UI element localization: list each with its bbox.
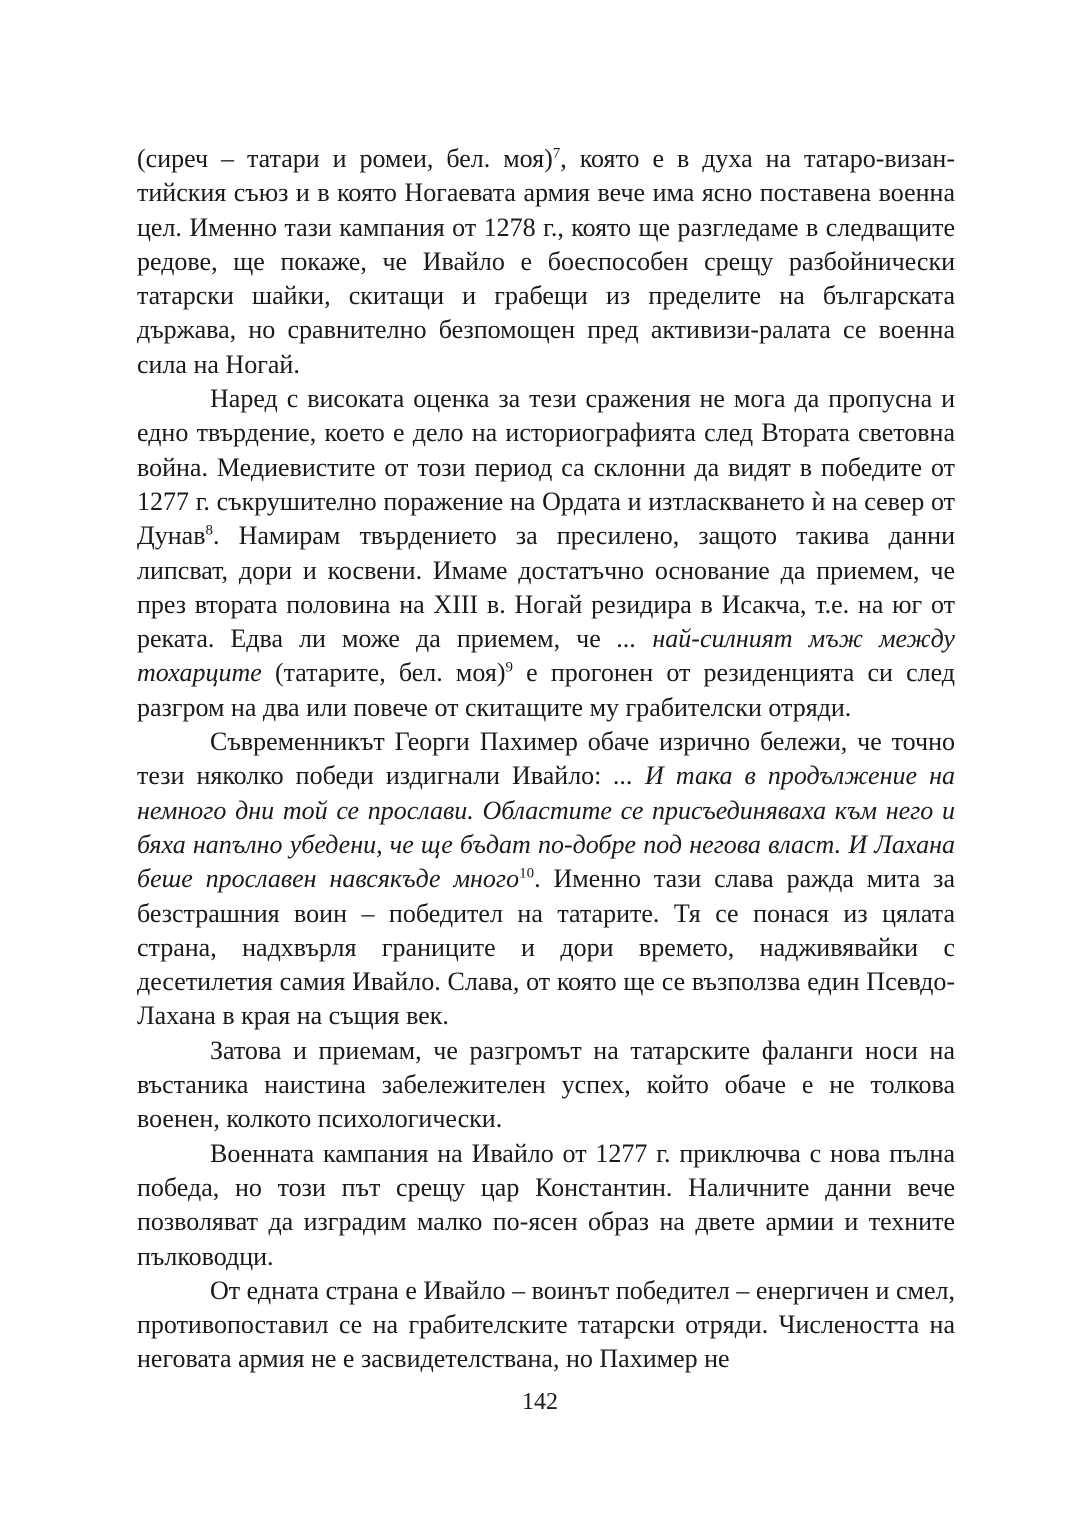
body-text bbox=[137, 142, 955, 1377]
quote-text: ... най-силният мъж между тохарците bbox=[137, 624, 955, 688]
paragraph bbox=[137, 725, 955, 1034]
text-segment: Съвременникът Георги Пахимер обаче изрично бележи, че точно тези няколко победи издигнали Ивайло: bbox=[137, 727, 955, 791]
text-segment: , която е в духа на татаро-визан-тийския съюз и в която Ногаевата армия вече има ясно поставена военна цел. Именно тази кампания от 1278 г., която ще разгледаме в следващите редове, ще покаже, че Ивайло е боеспособен срещу разбойнически татарски шайки, скитащи и грабещи из пределите на българската държава, но сравнително безпомощен пред активизи-ралата се военна сила на Ногай. bbox=[137, 144, 955, 379]
text-segment: е прогонен от резиденцията си след разгром на два или повече от скитащите му грабителски отряди. bbox=[137, 658, 956, 722]
footnote-ref: 8 bbox=[205, 522, 213, 539]
footnote-ref: 10 bbox=[519, 865, 535, 882]
text-segment: (татарите, бел. моя) bbox=[261, 658, 506, 688]
page-number: 142 bbox=[522, 1389, 558, 1415]
footnote-ref: 9 bbox=[505, 659, 514, 676]
text-segment: . Именно тази слава ражда мита за безстрашния воин – победител на татарите. Тя се понася из цялата страна, надхвърля границите и дори времето, надживявайки с десетилетия самия Ивайло. Слава, от която ще се възползва един Псевдо-Лахана в края на същия век. bbox=[137, 864, 955, 1031]
footnote-ref: 7 bbox=[552, 145, 561, 162]
text-segment: От едната страна е Ивайло – воинът победител – енергичен и смел, противопоставил се на грабителските татарски отряди. Числеността на неговата армия не е засвидетелствана, но Пахимер не bbox=[137, 1275, 955, 1374]
paragraph bbox=[137, 1034, 955, 1137]
text-segment: Затова и приемам, че разгромът на татарските фаланги носи на въстаника наистина забележителен успех, който обаче е не толкова военен, колкото психологически. bbox=[137, 1035, 955, 1134]
paragraph bbox=[137, 382, 955, 725]
text-segment: (сиреч – татари и ромеи, бел. моя) bbox=[137, 144, 553, 173]
paragraph bbox=[137, 1274, 955, 1377]
text-segment: Наред с високата оценка за тези сражения не мога да пропусна и едно твърдение, което е дело на историографията след Втората световна война. Медиевистите от този период са склонни да видят в победите от 1277 г. съкрушително поражение на Ордата и изтласкването ѝ на север от Дунав bbox=[137, 384, 955, 551]
text-segment: . Намирам твърдението за пресилено, защото такива данни липсват, дори и косвени. Имаме достатъчно основание да приемем, че през втората половина на XIII в. Ногай резидира в Исакча, т.е. на юг от реката. Едва ли може да приемем, че bbox=[137, 521, 955, 654]
quote-text: ... И така в продължение на немного дни той се прослави. Областите се присъединяваха към него и бяха напълно убедени, че ще бъдат по-добре под негова власт. И Лахана беше прославен навсякъде много bbox=[137, 761, 955, 894]
paragraph bbox=[137, 1137, 955, 1274]
text-segment: Военната кампания на Ивайло от 1277 г. приключва с нова пълна победа, но този път срещу цар Константин. Наличните данни вече позволяват да изградим малко по-ясен образ на двете армии и техните пълководци. bbox=[137, 1138, 955, 1271]
paragraph bbox=[137, 142, 955, 382]
